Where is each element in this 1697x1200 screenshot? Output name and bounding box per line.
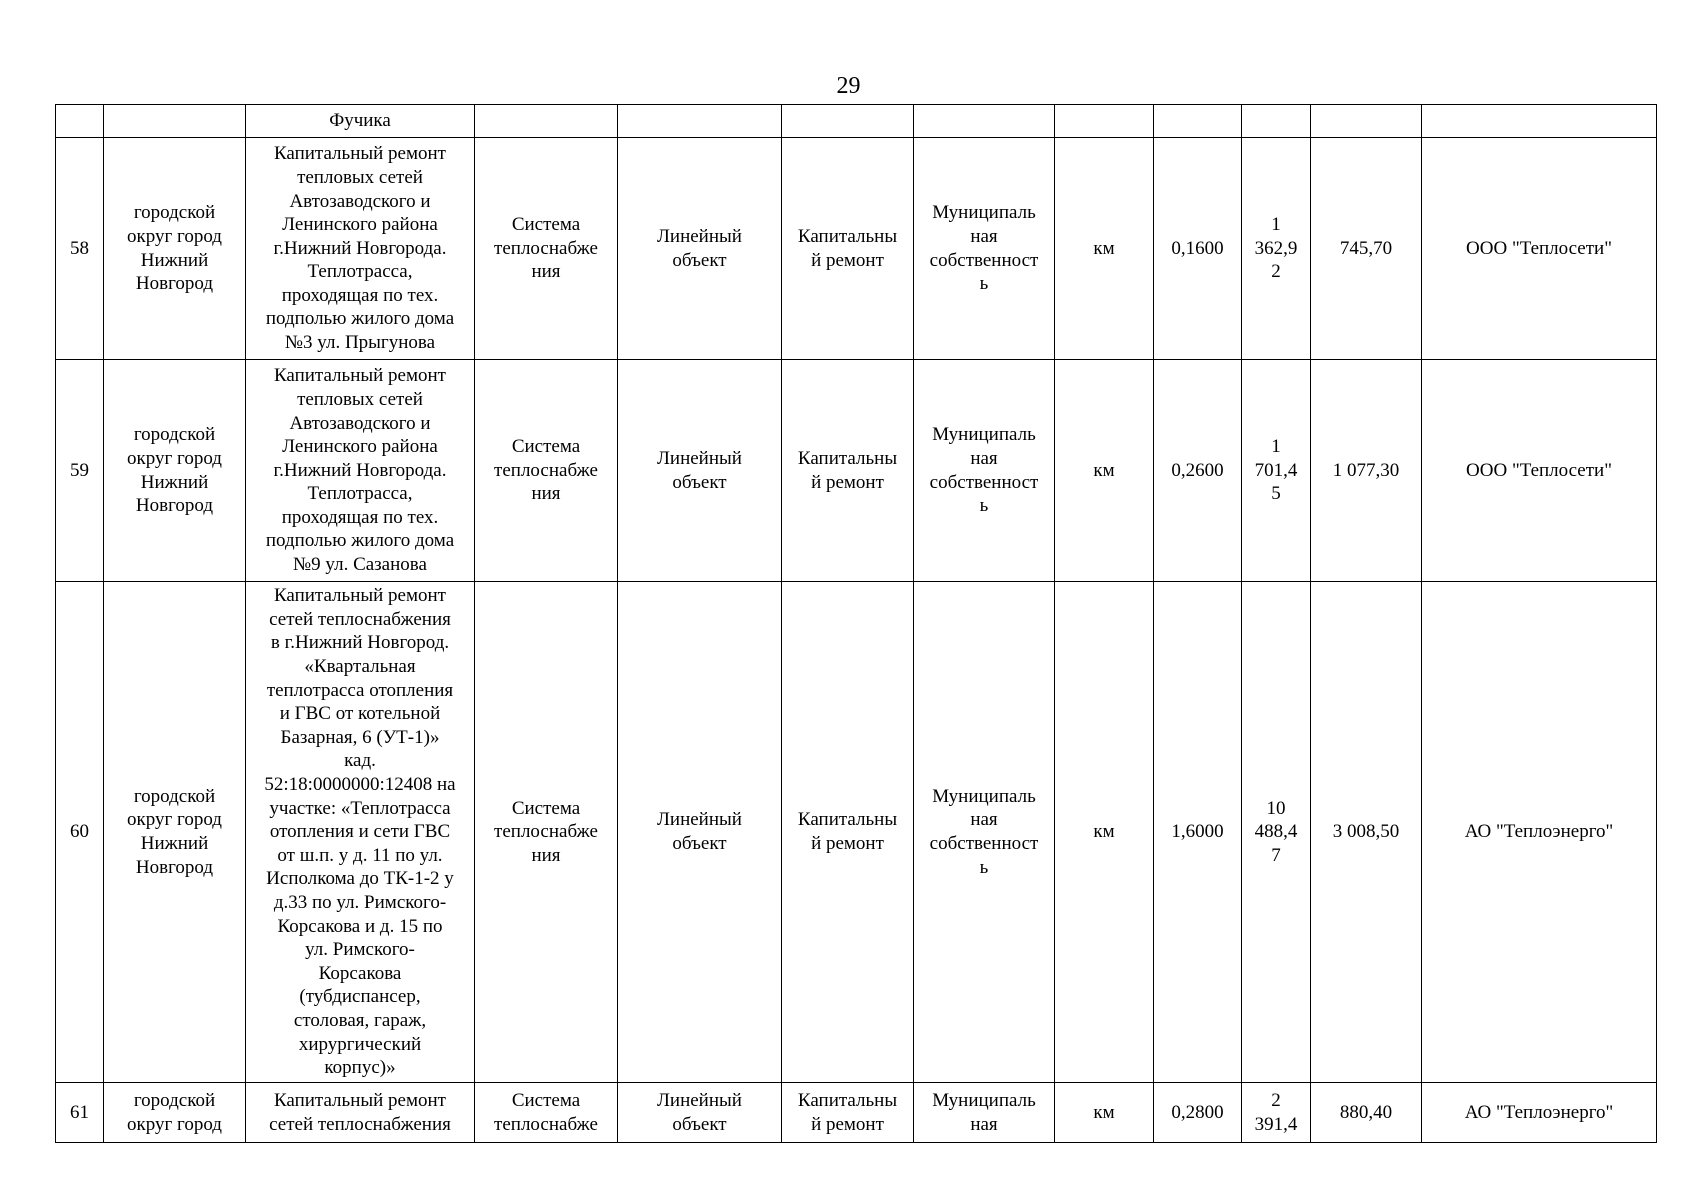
- cell-ownership: Муниципаль ная собственност ь: [914, 582, 1055, 1083]
- cell-no: 59: [56, 360, 104, 582]
- cell-unit: [1055, 105, 1154, 138]
- cell-cost2: 1 077,30: [1311, 360, 1422, 582]
- cell-cost: 1 701,4 5: [1242, 360, 1311, 582]
- cell-work-type: Капитальны й ремонт: [782, 360, 914, 582]
- cell-system: [475, 105, 618, 138]
- cell-object-type: Линейный объект: [618, 582, 782, 1083]
- cell-no: [56, 105, 104, 138]
- cell-ownership: Муниципаль ная собственност ь: [914, 360, 1055, 582]
- cell-system: Система теплоснабже ния: [475, 360, 618, 582]
- table-row: [56, 582, 1657, 1083]
- cell-work-type: Капитальны й ремонт: [782, 138, 914, 360]
- cell-unit: км: [1055, 360, 1154, 582]
- table-row: [56, 138, 1657, 360]
- cell-name: Капитальный ремонт сетей теплоснабжения в г.Нижний Новгород. «Квартальная теплотрасса отопления и ГВС от котельной Базарная, 6 (УТ-1)» кад. 52:18:0000000:12408 на участке: «Теплотрасса отопления и сети ГВС от ш.п. у д. 11 по ул. Исполкома до ТК-1-2 у д.33 по ул. Римского- Корсакова и д. 15 по ул. Римского- Корсакова (тубдиспансер, столовая, гараж, хирургический корпус)»: [246, 582, 475, 1083]
- cell-no: 61: [56, 1083, 104, 1143]
- cell-organization: ООО "Теплосети": [1422, 360, 1657, 582]
- cell-quantity: 0,1600: [1154, 138, 1242, 360]
- cell-quantity: 0,2600: [1154, 360, 1242, 582]
- cell-municipality: городской округ город Нижний Новгород: [104, 138, 246, 360]
- cell-cost: 10 488,4 7: [1242, 582, 1311, 1083]
- cell-no: 58: [56, 138, 104, 360]
- cell-unit: км: [1055, 138, 1154, 360]
- page-number: 29: [836, 73, 861, 99]
- cell-organization: АО "Теплоэнерго": [1422, 582, 1657, 1083]
- cell-system: Система теплоснабже ния: [475, 582, 618, 1083]
- cell-object-type: [618, 105, 782, 138]
- works-table: [55, 104, 1657, 1143]
- cell-cost: 1 362,9 2: [1242, 138, 1311, 360]
- cell-name: Капитальный ремонт тепловых сетей Автозаводского и Ленинского района г.Нижний Новгорода. Теплотрасса, проходящая по тех. подполью жилого дома №9 ул. Сазанова: [246, 360, 475, 582]
- cell-ownership: Муниципаль ная собственност ь: [914, 138, 1055, 360]
- cell-object-type: Линейный объект: [618, 138, 782, 360]
- table-row: [56, 105, 1657, 138]
- table-row: [56, 1083, 1657, 1143]
- cell-cost2: 3 008,50: [1311, 582, 1422, 1083]
- cell-quantity: [1154, 105, 1242, 138]
- cell-object-type: Линейный объект: [618, 1083, 782, 1143]
- cell-quantity: 0,2800: [1154, 1083, 1242, 1143]
- cell-cost2: 745,70: [1311, 138, 1422, 360]
- cell-municipality: городской округ город Нижний Новгород: [104, 360, 246, 582]
- cell-name: Капитальный ремонт тепловых сетей Автозаводского и Ленинского района г.Нижний Новгорода. Теплотрасса, проходящая по тех. подполью жилого дома №3 ул. Прыгунова: [246, 138, 475, 360]
- cell-unit: км: [1055, 582, 1154, 1083]
- table-row: [56, 360, 1657, 582]
- cell-organization: АО "Теплоэнерго": [1422, 1083, 1657, 1143]
- cell-cost: [1242, 105, 1311, 138]
- cell-work-type: Капитальны й ремонт: [782, 1083, 914, 1143]
- cell-name: Фучика: [246, 105, 475, 138]
- cell-cost: 2 391,4: [1242, 1083, 1311, 1143]
- cell-work-type: [782, 105, 914, 138]
- cell-no: 60: [56, 582, 104, 1083]
- cell-name: Капитальный ремонт сетей теплоснабжения: [246, 1083, 475, 1143]
- cell-quantity: 1,6000: [1154, 582, 1242, 1083]
- cell-work-type: Капитальны й ремонт: [782, 582, 914, 1083]
- cell-system: Система теплоснабже: [475, 1083, 618, 1143]
- cell-system: Система теплоснабже ния: [475, 138, 618, 360]
- cell-cost2: [1311, 105, 1422, 138]
- cell-organization: ООО "Теплосети": [1422, 138, 1657, 360]
- cell-ownership: Муниципаль ная: [914, 1083, 1055, 1143]
- cell-unit: км: [1055, 1083, 1154, 1143]
- cell-municipality: городской округ город: [104, 1083, 246, 1143]
- cell-municipality: [104, 105, 246, 138]
- cell-cost2: 880,40: [1311, 1083, 1422, 1143]
- cell-municipality: городской округ город Нижний Новгород: [104, 582, 246, 1083]
- cell-object-type: Линейный объект: [618, 360, 782, 582]
- cell-organization: [1422, 105, 1657, 138]
- cell-ownership: [914, 105, 1055, 138]
